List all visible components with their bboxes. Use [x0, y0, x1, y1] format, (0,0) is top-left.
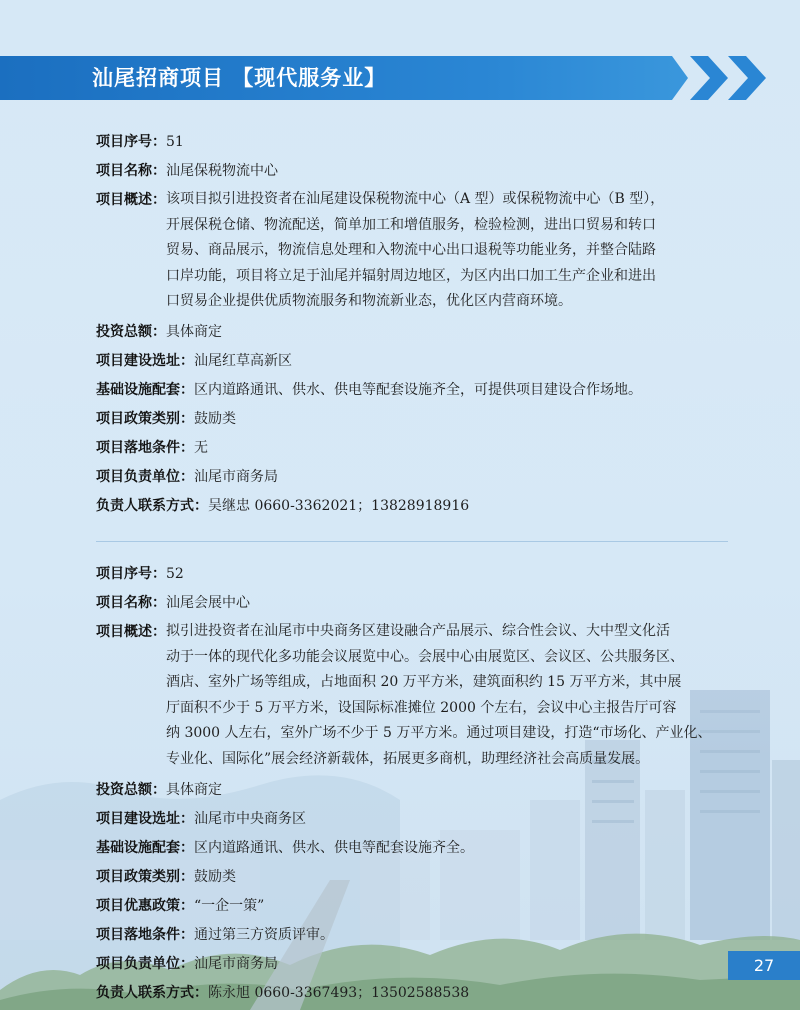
overview-line: 动于一体的现代化多功能会议展览中心。会展中心由展览区、会议区、公共服务区、	[166, 648, 684, 665]
overview-line: 酒店、室外广场等组成，占地面积 20 万平方米，建筑面积约 15 万平方米，其中展	[166, 674, 682, 691]
overview-line: 口贸易企业提供优质物流服务和物流新业态，优化区内营商环境。	[166, 293, 572, 310]
project-preferential-policy: 项目优惠政策： “一企一策”	[96, 897, 265, 914]
project-entry	[96, 562, 736, 1010]
project-site: 项目建设选址： 汕尾市中央商务区	[96, 810, 306, 827]
project-overview: 项目概述： 该项目拟引进投资者在汕尾建设保税物流中心（A 型）或保税物流中心（B 型）， 开展保税仓储、物流配送，简单加工和增值服务，检验检测，进出口贸易和转口 贸易、商品展示，物流信息处理和入物流中心出口退税等功能业务，并整合陆路 口岸功能，项目将立足于汕尾并辐射周边地区，为区内出口加工生产企业和进出 口贸易企业提供优质物流服务和物流新业态，优化区内营商环境。	[96, 188, 736, 315]
project-infrastructure: 基础设施配套： 区内道路通讯、供水、供电等配套设施齐全，可提供项目建设合作场地。	[96, 381, 642, 398]
chevron-right-icon	[690, 56, 730, 100]
overview-line: 厅面积不少于 5 万平方米，设国际标准摊位 2000 个左右，会议中心主报告厅可容	[166, 699, 677, 716]
page-title: 汕尾招商项目 【现代服务业】	[92, 66, 387, 90]
project-serial: 项目序号： 51	[96, 134, 184, 150]
project-unit: 项目负责单位： 汕尾市商务局	[96, 468, 278, 485]
project-name: 项目名称： 汕尾保税物流中心	[96, 163, 278, 179]
page-number: 27	[728, 951, 800, 980]
section-header	[0, 56, 800, 100]
project-contact: 负责人联系方式： 吴继忠 0660-3362021；13828918916	[96, 497, 470, 514]
overview-line: 口岸功能，项目将立足于汕尾并辐射周边地区，为区内出口加工生产企业和进出	[166, 267, 656, 284]
project-policy-category: 项目政策类别： 鼓励类	[96, 410, 236, 427]
project-serial: 项目序号： 52	[96, 565, 184, 582]
project-landing-conditions: 项目落地条件： 无	[96, 439, 208, 456]
overview-line: 贸易、商品展示，物流信息处理和入物流中心出口退税等功能业务，并整合陆路	[166, 242, 656, 259]
section-divider	[96, 541, 728, 542]
overview-line: 拟引进投资者在汕尾市中央商务区建设融合产品展示、综合性会议、大中型文化活	[166, 622, 670, 639]
project-entry	[96, 130, 736, 523]
project-contact: 负责人联系方式： 陈永旭 0660-3367493；13502588538	[96, 984, 470, 1001]
project-list	[96, 130, 736, 1010]
project-overview: 项目概述： 拟引进投资者在汕尾市中央商务区建设融合产品展示、综合性会议、大中型文化活 动于一体的现代化多功能会议展览中心。会展中心由展览区、会议区、公共服务区、 酒店、室外广场等组成，占地面积 20 万平方米，建筑面积约 15 万平方米，其中展 厅面积不少于 5 万平方米，设国际标准摊位 2000 个左右，会议中心主报告厅可容 纳 3000 人左右，室外广场不少于 5 万平方米。通过项目建设，打造“市场化、产业化、 专业化、国际化”展会经济新载体，拓展更多商机，助理经济社会高质量发展。	[96, 620, 736, 773]
overview-line: 开展保税仓储、物流配送，简单加工和增值服务，检验检测，进出口贸易和转口	[166, 216, 656, 233]
overview-line: 专业化、国际化”展会经济新载体，拓展更多商机，助理经济社会高质量发展。	[166, 750, 650, 767]
project-landing-conditions: 项目落地条件： 通过第三方资质评审。	[96, 926, 334, 943]
overview-line: 该项目拟引进投资者在汕尾建设保税物流中心（A 型）或保税物流中心（B 型），	[166, 191, 665, 207]
project-name: 项目名称： 汕尾会展中心	[96, 594, 250, 611]
project-site: 项目建设选址： 汕尾红草高新区	[96, 352, 292, 369]
project-infrastructure: 基础设施配套： 区内道路通讯、供水、供电等配套设施齐全。	[96, 839, 474, 856]
project-investment: 投资总额： 具体商定	[96, 323, 222, 340]
overview-line: 纳 3000 人左右，室外广场不少于 5 万平方米。通过项目建设，打造“市场化、产业化、	[166, 725, 712, 742]
project-unit: 项目负责单位： 汕尾市商务局	[96, 955, 278, 972]
chevron-right-icon	[728, 56, 768, 100]
project-policy-category: 项目政策类别： 鼓励类	[96, 868, 236, 885]
project-investment: 投资总额： 具体商定	[96, 781, 222, 798]
